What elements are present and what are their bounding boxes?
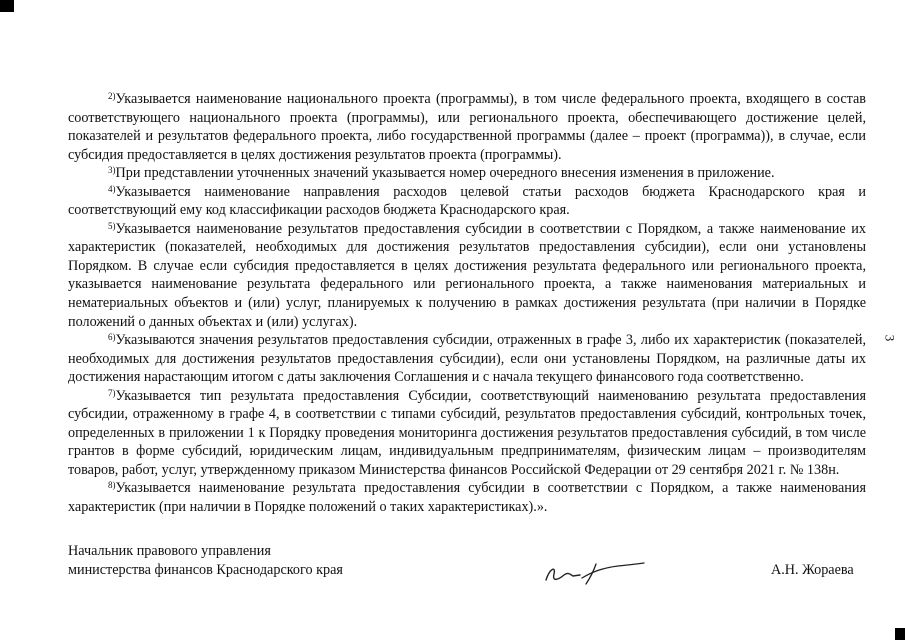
footnote-mark: 8) xyxy=(108,480,116,491)
page-number: 3 xyxy=(882,334,898,342)
footnote xyxy=(68,387,866,480)
position-line: министерства финансов Краснодарского края xyxy=(68,562,343,578)
signatory-position xyxy=(68,542,343,580)
footnote xyxy=(68,479,866,516)
footnote-mark: 7) xyxy=(108,387,116,398)
footnote xyxy=(68,164,866,183)
footnote xyxy=(68,220,866,331)
footnote-mark: 2) xyxy=(108,91,116,101)
footnote xyxy=(68,331,866,387)
footnote-mark: 5) xyxy=(108,220,116,231)
footnote xyxy=(68,90,866,164)
footnote-text: Указывается наименование результата предоставления субсидии в соответствии с Порядком, а также наименования характеристик (при наличии в Порядке положений о таких характеристиках).». xyxy=(68,480,866,516)
footnote-text: Указываются значения результатов предоставления субсидии, отраженных в графе 3, либо их характеристик (показателей, необходимых для достижения результатов предоставления субсидии), если они установлены Порядком, на различные даты их достижения нарастающим итогом с даты заключения Соглашения и с начала текущего финансового года соответственно. xyxy=(68,332,866,386)
scan-corner-mark xyxy=(895,628,905,640)
footnote-mark: 6) xyxy=(108,332,116,343)
footnote xyxy=(68,183,866,220)
footnote-text: Указывается тип результата предоставления Субсидии, соответствующий наименованию результата предоставления субсидии, отраженному в графе 4, в соответствии с типами субсидий, результатов предоставления субсидий, контрольных точек, определенных в приложении 1 к Порядку проведения мониторинга достижения результатов предоставления субсидий, в том числе грантов в форме субсидий, юридическим лицам, индивидуальным предпринимателям, физическим лицам – производителям товаров, работ, услуг, утвержденному приказом Министерства финансов Российской Федерации от 29 сентября 2021 г. № 138н. xyxy=(68,387,866,478)
footnote-mark: 4) xyxy=(108,183,116,194)
position-line: Начальник правового управления xyxy=(68,543,271,559)
footnotes xyxy=(68,90,866,517)
handwritten-signature xyxy=(540,560,648,586)
footnote-mark: 3) xyxy=(108,165,116,176)
footnote-text: Указывается наименование результатов предоставления субсидии в соответствии с Порядком, а также наименование их характеристик (показателей, необходимых для достижения результатов предоставления субсидии), если они установлены Порядком. В случае если субсидия предоставляется в целях достижения результата федерального или регионального проекта, указывается наименование результата федерального или регионального проекта, а также наименования материальных и нематериальных объектов и (или) услуг, планируемых к получению в рамках достижения результата (при наличии в Порядке положений о данных объектах и (или) услугах). xyxy=(68,220,866,330)
footnote-text: Указывается наименование национального проекта (программы), в том числе федерального проекта, входящего в состав соответствующего национального проекта (программы), или регионального проекта, обеспечивающего достижение целей, показателей и результатов федерального проекта, либо государственной программы (далее – проект (программа)), в случае, если субсидия предоставляется в целях достижения результатов проекта (программы). xyxy=(68,91,866,163)
footnote-text: При представлении уточненных значений указывается номер очередного внесения изменения в приложение. xyxy=(115,165,775,182)
footnote-text: Указывается наименование направления расходов целевой статьи расходов бюджета Краснодарского края и соответствующий ему код классификации расходов бюджета Краснодарского края. xyxy=(68,183,866,219)
scan-corner-mark xyxy=(0,0,14,12)
signatory-name: А.Н. Жораева xyxy=(771,562,854,578)
